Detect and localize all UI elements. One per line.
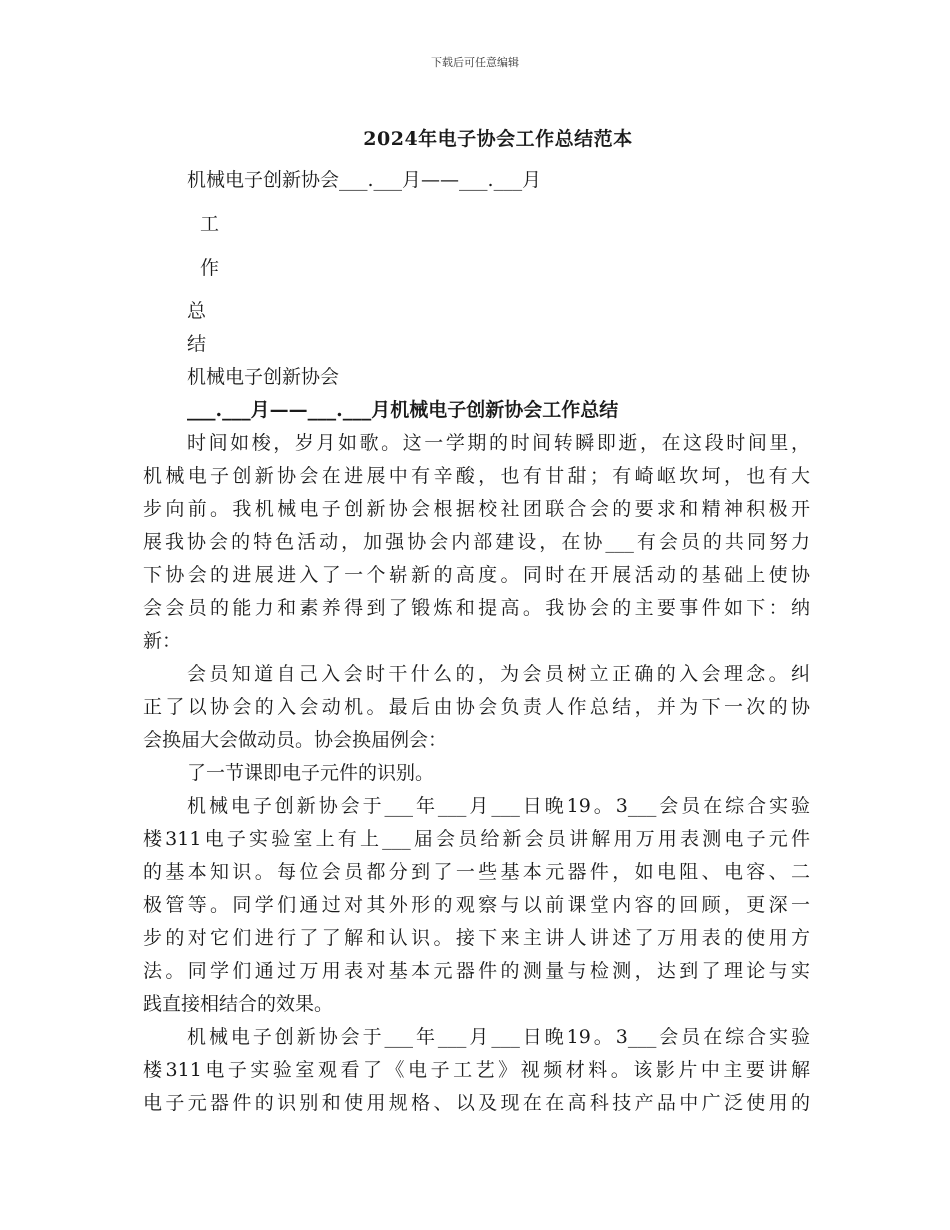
paragraph-line: 机械电子创新协会于___年___月___日晚19。3___会员在综合实验 [187,795,810,817]
paragraph-line: 会换届大会做动员。协会换届例会： [143,729,448,751]
paragraph-line: 楼311电子实验室上有上___届会员给新会员讲解用万用表测电子元件 [143,828,810,850]
paragraph-line: 机械电子创新协会于___年___月___日晚19。3___会员在综合实验 [187,1026,810,1048]
paragraph-line: 法。同学们通过万用表对基本元器件的测量与检测，达到了理论与实 [143,960,810,982]
paragraph-line: 会会员的能力和素养得到了锻炼和提高。我协会的主要事件如下：纳 [143,597,810,619]
paragraph-line: 步的对它们进行了了解和认识。接下来主讲人讲述了万用表的使用方 [143,927,810,949]
meta-line: 机械电子创新协会___.___月——___.___月 [187,169,542,191]
paragraph-line: 新： [143,630,182,652]
paragraph-line: 极管等。同学们通过对其外形的观察与以前课堂内容的回顾，更深一 [143,894,810,916]
paragraph-line: 会员知道自己入会时干什么的，为会员树立正确的入会理念。纠 [187,663,810,685]
section-subtitle: ___.___月——___.___月机械电子创新协会工作总结 [187,399,619,421]
paragraph-line: 正了以协会的入会动机。最后由协会负责人作总结，并为下一次的协 [143,696,810,718]
paragraph-line: 时间如梭，岁月如歌。这一学期的时间转瞬即逝，在这段时间里， [187,432,810,454]
paragraph-line: 践直接相结合的效果。 [143,993,334,1015]
vertical-char: 工 [200,213,220,235]
vertical-char: 总 [187,300,207,322]
document-title: 2024年电子协会工作总结范本 [363,128,633,150]
vertical-char: 结 [187,333,207,355]
vertical-char: 作 [200,257,220,279]
paragraph-line: 楼311电子实验室观看了《电子工艺》视频材料。该影片中主要讲解 [143,1059,810,1081]
paragraph-line: 步向前。我机械电子创新协会根据校社团联合会的要求和精神积极开 [143,498,810,520]
page-header: 下载后可任意编辑 [431,56,519,69]
paragraph-line: 展我协会的特色活动，加强协会内部建设，在协___有会员的共同努力 [143,531,810,553]
paragraph-line: 的基本知识。每位会员都分到了一些基本元器件，如电阻、电容、二 [143,861,810,883]
paragraph-line: 机械电子创新协会在进展中有辛酸，也有甘甜；有崎岖坎坷，也有大 [143,465,810,487]
org-name: 机械电子创新协会 [187,366,340,388]
paragraph-line: 了一节课即电子元件的识别。 [187,762,435,784]
paragraph-line: 电子元器件的识别和使用规格、以及现在在高科技产品中广泛使用的 [143,1092,810,1114]
paragraph-line: 下协会的进展进入了一个崭新的高度。同时在开展活动的基础上使协 [143,564,810,586]
